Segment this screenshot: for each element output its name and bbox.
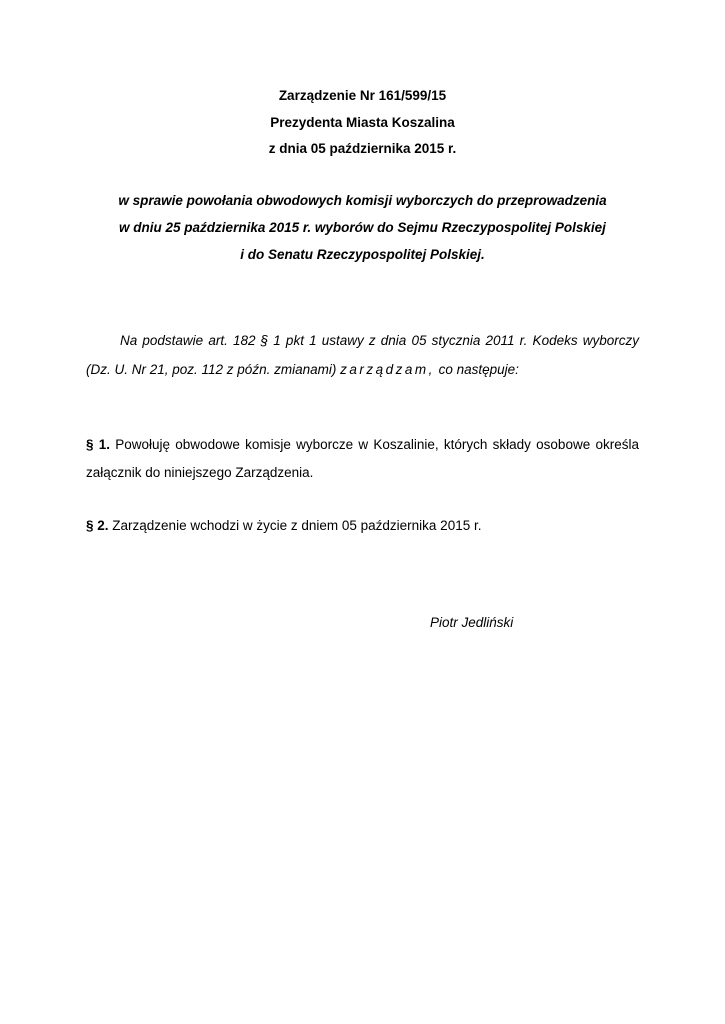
issuer: Prezydenta Miasta Koszalina — [270, 115, 455, 130]
legal-basis-text: Na podstawie art. 182 § 1 pkt 1 ustawy z dnia 05 stycznia 2011 r. Kodeks wyborczy (Dz. U. Nr 21, poz. 112 z późn. zmianami) — [86, 333, 639, 377]
subject-line-3: i do Senatu Rzeczypospolitej Polskiej. — [240, 247, 485, 262]
paragraph-text: Powołuję obwodowe komisje wyborcze w Koszalinie, których składy osobowe określa załącznik do niniejszego Zarządzenia. — [86, 437, 639, 480]
legal-basis-tail: co następuje: — [434, 362, 519, 377]
paragraph-number: § 1. — [86, 437, 111, 452]
decree-word: zarządzam, — [340, 362, 435, 377]
subject-line-1: w sprawie powołania obwodowych komisji wyborczych do przeprowadzenia — [118, 193, 607, 208]
subject-line-2: w dniu 25 października 2015 r. wyborów do Sejmu Rzeczypospolitej Polskiej — [119, 220, 606, 235]
paragraph-number: § 2. — [86, 518, 109, 533]
paragraph-2 — [86, 512, 639, 540]
paragraph-1 — [86, 431, 639, 487]
legal-basis — [86, 326, 639, 384]
paragraph-text: Zarządzenie wchodzi w życie z dniem 05 października 2015 r. — [108, 518, 482, 533]
signature-name: Piotr Jedliński — [430, 615, 514, 630]
decree-date: z dnia 05 października 2015 r. — [268, 141, 457, 156]
decree-number: Zarządzenie Nr 161/599/15 — [278, 88, 447, 103]
